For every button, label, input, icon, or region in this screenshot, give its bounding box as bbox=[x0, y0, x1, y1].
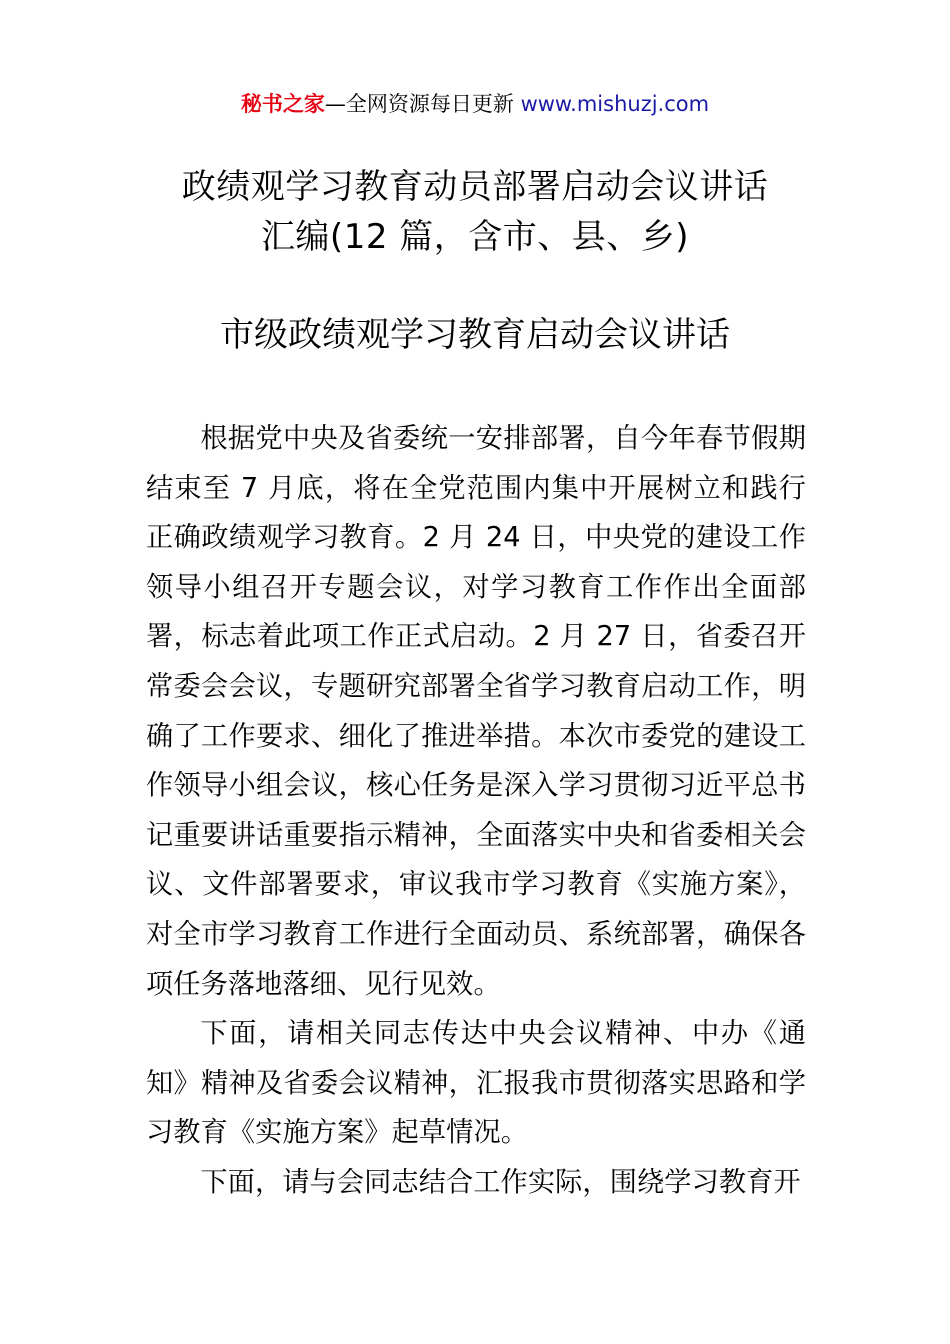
document-title-line-1: 政绩观学习教育动员部署启动会议讲话 bbox=[181, 167, 769, 207]
body-paragraph: 根据党中央及省委统一安排部署，自今年春节假期结束至 7 月底，将在全党范围内集中开展树立和践行正确政绩观学习教育。2 月 24 日，中央党的建设工作领导小组召开专题会议，对学习教育工作作出全面部署，标志着此项工作正式启动。2 月 27 日，省委召开常委会会议，专题研究部署全省学习教育启动工作，明确了工作要求、细化了推进举措。本次市委党的建设工作领导小组会议，核心任务是深入学习贯彻习近平总书记重要讲话重要指示精神，全面落实中央和省委相关会议、文件部署要求，审议我市学习教育《实施方案》，对全市学习教育工作进行全面动员、系统部署，确保各项任务落地落细、见行见效。 bbox=[146, 423, 806, 1000]
header-tagline: —全网资源每日更新 bbox=[324, 92, 521, 116]
body-paragraph: 下面，请与会同志结合工作实际，围绕学习教育开 bbox=[200, 1166, 801, 1198]
section-title: 市级政绩观学习教育启动会议讲话 bbox=[220, 315, 730, 355]
document-title-line-2: 汇编(12 篇，含市、县、乡) bbox=[260, 217, 690, 257]
document-title bbox=[0, 162, 950, 262]
brand-name: 秘书之家 bbox=[240, 92, 325, 116]
site-url-link[interactable]: www.mishuzj.com bbox=[520, 92, 710, 116]
document-body bbox=[146, 414, 806, 1208]
body-paragraph: 下面，请相关同志传达中央会议精神、中办《通知》精神及省委会议精神，汇报我市贯彻落实思路和学习教育《实施方案》起草情况。 bbox=[146, 1018, 806, 1149]
site-header bbox=[0, 88, 950, 120]
